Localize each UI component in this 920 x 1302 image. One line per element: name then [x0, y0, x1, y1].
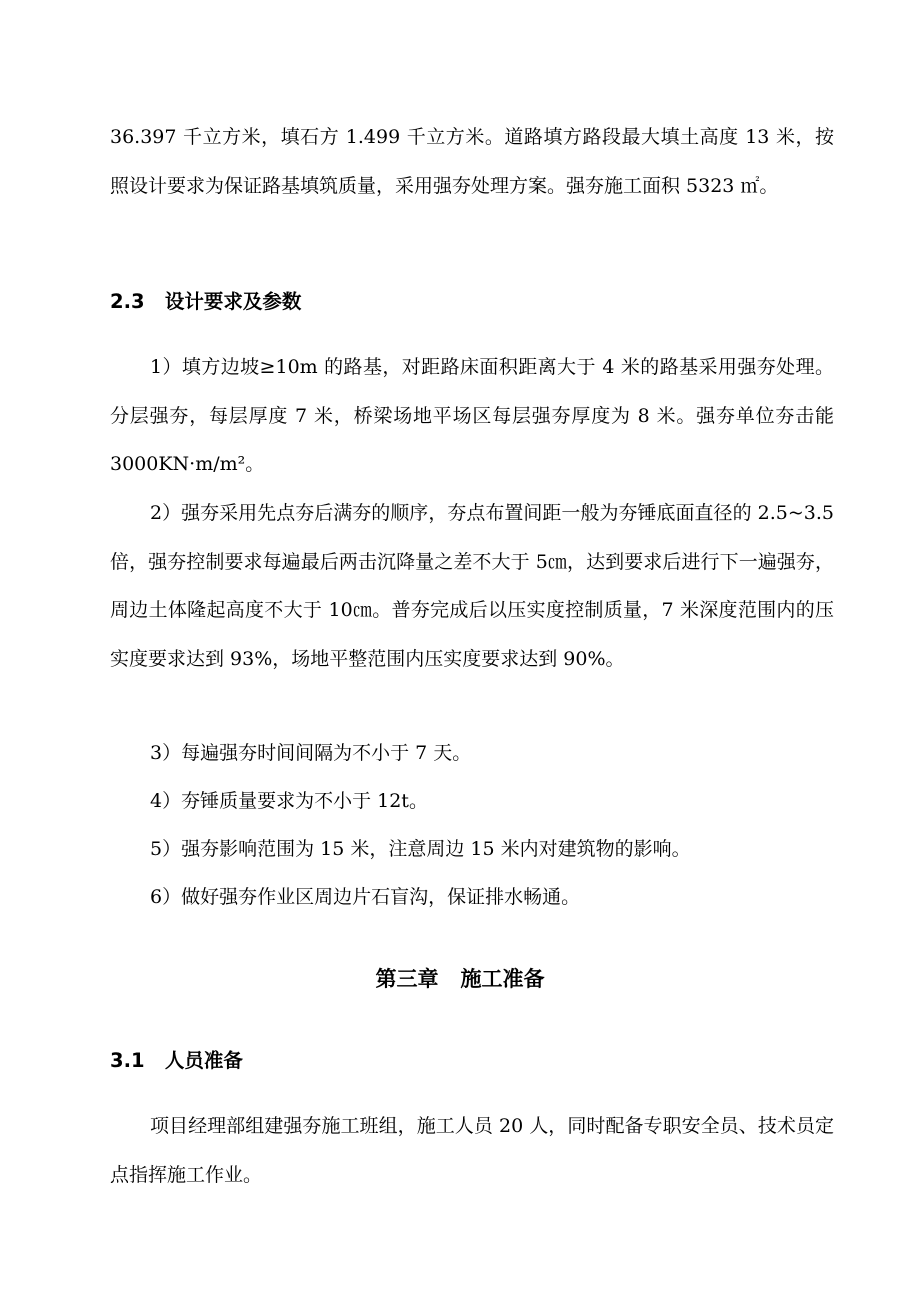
- requirement-item-5: 5）强夯影响范围为 15 米，注意周边 15 米内对建筑物的影响。: [150, 838, 691, 860]
- requirement-item-4: 4）夯锤质量要求为不小于 12t。: [150, 790, 428, 812]
- personnel-paragraph: 项目经理部组建强夯施工班组，施工人员 20 人，同时配备专职安全员、技术员定点指挥施工作业。: [110, 1115, 834, 1186]
- requirement-item-3: 3）每遍强夯时间间隔为不小于 7 天。: [150, 742, 472, 764]
- requirement-item-6: 6）做好强夯作业区周边片石盲沟，保证排水畅通。: [150, 886, 581, 908]
- requirement-item-1: 1）填方边坡≥10m 的路基，对距路床面积距离大于 4 米的路基采用强夯处理。分层强夯，每层厚度 7 米，桥梁场地平场区每层强夯厚度为 8 米。强夯单位夯击能 3000KN·m/m²。: [110, 356, 834, 476]
- requirement-item-2: 2）强夯采用先点夯后满夯的顺序，夯点布置间距一般为夯锤底面直径的 2.5~3.5 倍，强夯控制要求每遍最后两击沉降量之差不大于 5㎝，达到要求后进行下一遍强夯，周边土体隆起高度不大于 10㎝。普夯完成后以压实度控制质量，7 米深度范围内的压实度要求达到 93%，场地平整范围内压实度要求达到 90%。: [110, 502, 834, 670]
- section-3-1-heading: 3.1 人员准备: [110, 1049, 243, 1072]
- intro-paragraph: 36.397 千立方米，填石方 1.499 千立方米。道路填方路段最大填土高度 13 米，按照设计要求为保证路基填筑质量，采用强夯处理方案。强夯施工面积 5323 ㎡。: [110, 126, 834, 197]
- section-2-3-heading: 2.3 设计要求及参数: [110, 290, 302, 313]
- chapter-3-title: 第三章 施工准备: [375, 967, 545, 991]
